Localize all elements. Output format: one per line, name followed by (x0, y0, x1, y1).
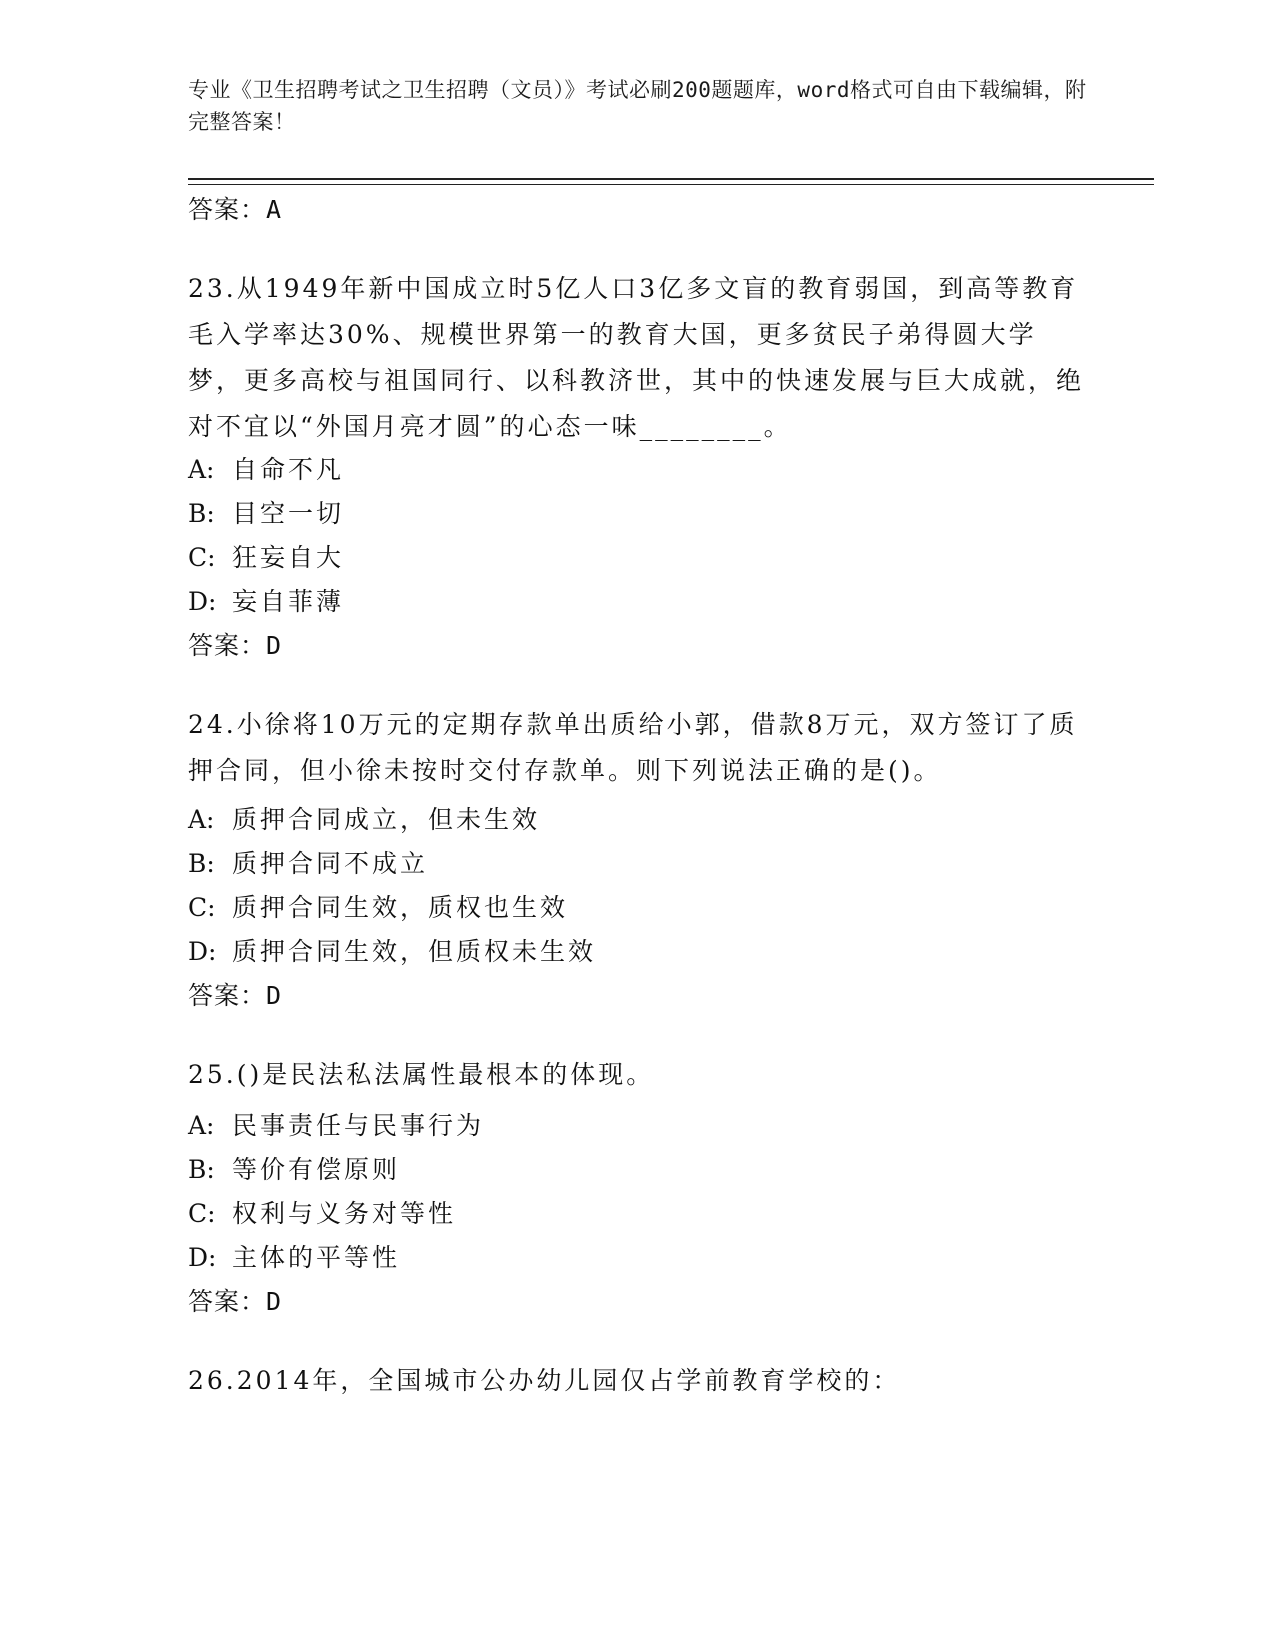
answer-label: 答案： (188, 1287, 267, 1316)
option-text: 权利与义务对等性 (232, 1199, 457, 1228)
answer-value: D (266, 981, 283, 1010)
header-rule-thin (188, 184, 1154, 185)
q24-option-c (188, 888, 568, 924)
q23-option-d (188, 582, 344, 618)
option-text: 质押合同生效，质权也生效 (232, 893, 569, 922)
q25-option-b (188, 1150, 400, 1186)
option-label: A: (188, 455, 215, 484)
option-label: C: (188, 1199, 216, 1228)
option-label: C: (188, 893, 216, 922)
document-header: 专业《卫生招聘考试之卫生招聘（文员）》考试必刷200题题库，word格式可自由下载编辑，附完整答案！ (188, 78, 1087, 134)
q23-option-a (188, 450, 344, 486)
option-label: D: (188, 1243, 217, 1272)
answer-label: 答案： (188, 195, 267, 224)
q23-option-c (188, 538, 344, 574)
answer-25 (188, 1282, 282, 1318)
question-24-text: 24.小徐将10万元的定期存款单出质给小郭，借款8万元，双方签订了质押合同，但小徐未按时交付存款单。则下列说法正确的是()。 (188, 710, 1078, 785)
q24-option-a (188, 800, 540, 836)
option-label: C: (188, 543, 216, 572)
option-text: 质押合同生效，但质权未生效 (232, 937, 597, 966)
q23-option-b (188, 494, 344, 530)
option-label: B: (188, 849, 215, 878)
q24-option-b (188, 844, 428, 880)
option-label: A: (188, 805, 215, 834)
question-23-text: 23.从1949年新中国成立时5亿人口3亿多文盲的教育弱国，到高等教育毛入学率达30%、规模世界第一的教育大国，更多贫民子弟得圆大学梦，更多高校与祖国同行、以科教济世，其中的快速发展与巨大成就，绝对不宜以“外国月亮才圆”的心态一味________。 (188, 274, 1085, 441)
q24-option-d (188, 932, 596, 968)
question-26-text: 26.2014年，全国城市公办幼儿园仅占学前教育学校的： (188, 1366, 901, 1395)
answer-label: 答案： (188, 981, 267, 1010)
option-text: 等价有偿原则 (232, 1155, 401, 1184)
q25-option-c (188, 1194, 456, 1230)
option-label: D: (188, 587, 217, 616)
option-text: 民事责任与民事行为 (232, 1111, 485, 1140)
answer-23 (188, 626, 282, 662)
option-text: 目空一切 (232, 499, 345, 528)
answer-24 (188, 976, 282, 1012)
q25-option-a (188, 1106, 484, 1142)
option-text: 自命不凡 (232, 455, 345, 484)
option-label: B: (188, 499, 215, 528)
option-text: 主体的平等性 (232, 1243, 401, 1272)
option-text: 质押合同成立，但未生效 (232, 805, 541, 834)
answer-prev (188, 190, 282, 226)
header-rule-thick (188, 178, 1154, 180)
answer-label: 答案： (188, 631, 267, 660)
option-text: 妄自菲薄 (232, 587, 345, 616)
q25-option-d (188, 1238, 400, 1274)
answer-value: D (266, 1287, 283, 1316)
option-label: D: (188, 937, 217, 966)
option-label: B: (188, 1155, 215, 1184)
answer-value: A (266, 195, 283, 224)
option-text: 狂妄自大 (232, 543, 345, 572)
question-25-text: 25.()是民法私法属性最根本的体现。 (188, 1060, 655, 1089)
answer-value: D (266, 631, 283, 660)
option-label: A: (188, 1111, 215, 1140)
option-text: 质押合同不成立 (232, 849, 429, 878)
